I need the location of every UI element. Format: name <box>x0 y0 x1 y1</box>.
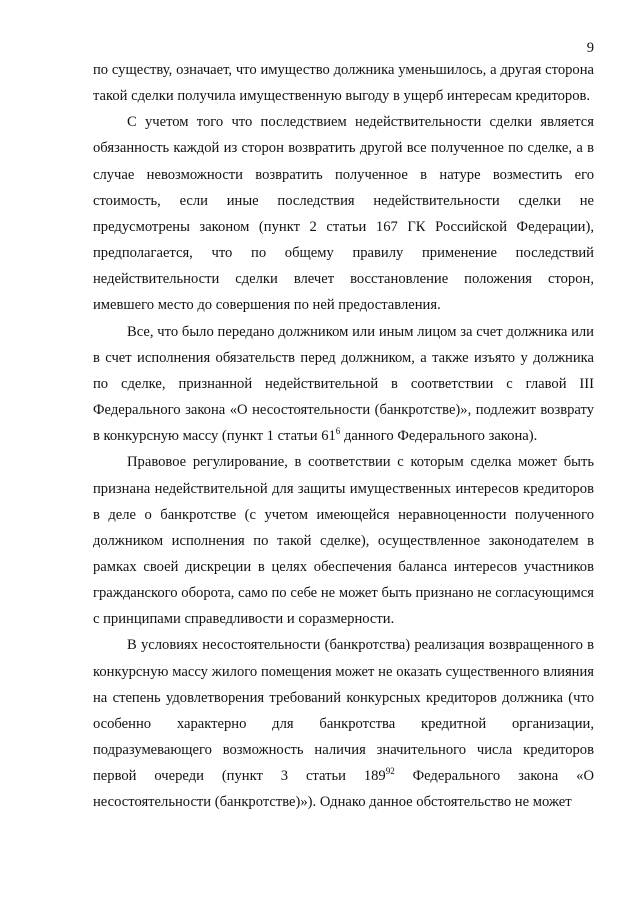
paragraph <box>93 319 594 450</box>
paragraph-text: Федерального закона «О несостоятельности (банкротстве)»). Однако данное обстоятельство не может <box>93 768 594 811</box>
paragraph <box>93 632 594 815</box>
paragraph-text: С учетом того что последствием недействительности сделки является обязанность каждой из сторон возвратить другой все полученное по сделке, а в случае невозможности возвратить полученное в натуре возместить его стоимость, если иные последствия недействительности сделки не предусмотрены законом (пункт 2 статьи 167 ГК Российской Федерации), предполагается, что по общему правилу применение последствий недействительности сделки влечет восстановление положения сторон, имевшего место до совершения по ней предоставления. <box>93 114 594 314</box>
paragraph-text: по существу, означает, что имущество должника уменьшилось, а другая сторона такой сделки получила имущественную выгоду в ущерб интересам кредиторов. <box>93 62 594 105</box>
paragraph <box>93 109 594 318</box>
paragraph-text: Правовое регулирование, в соответствии с которым сделка может быть признана недействительной для защиты имущественных интересов кредиторов в деле о банкротстве (с учетом имеющейся неравноценности полученного должником исполнения по такой сделке), осуществленное законодателем в рамках своей дискреции в целях обеспечения баланса интересов участников гражданского оборота, само по себе не может быть признано не согласующимся с принципами справедливости и соразмерности. <box>93 454 594 628</box>
paragraph <box>93 57 594 109</box>
paragraph-text: В условиях несостоятельности (банкротства) реализация возвращенного в конкурсную массу жилого помещения может не оказать существенного влияния на степень удовлетворения требований конкурсных кредиторов должника (что особенно характерно для банкротства кредитной организации, подразумевающего возможность наличия значительного числа кредиторов первой очереди (пункт 3 статьи 189 <box>93 637 594 785</box>
paragraph-text: Все, что было передано должником или иным лицом за счет должника или в счет исполнения обязательств перед должником, а также изъято у должника по сделке, признанной недействительной в соответствии с главой III Федерального закона «О несостоятельности (банкротстве)», подлежит возврату в конкурсную массу (пункт 1 статьи 61 <box>93 323 594 445</box>
page-number: 9 <box>586 40 594 56</box>
document-body <box>93 57 594 816</box>
superscript: 92 <box>385 766 395 777</box>
paragraph-text: данного Федерального закона). <box>340 428 538 445</box>
paragraph <box>93 449 594 632</box>
superscript: 6 <box>335 426 341 437</box>
